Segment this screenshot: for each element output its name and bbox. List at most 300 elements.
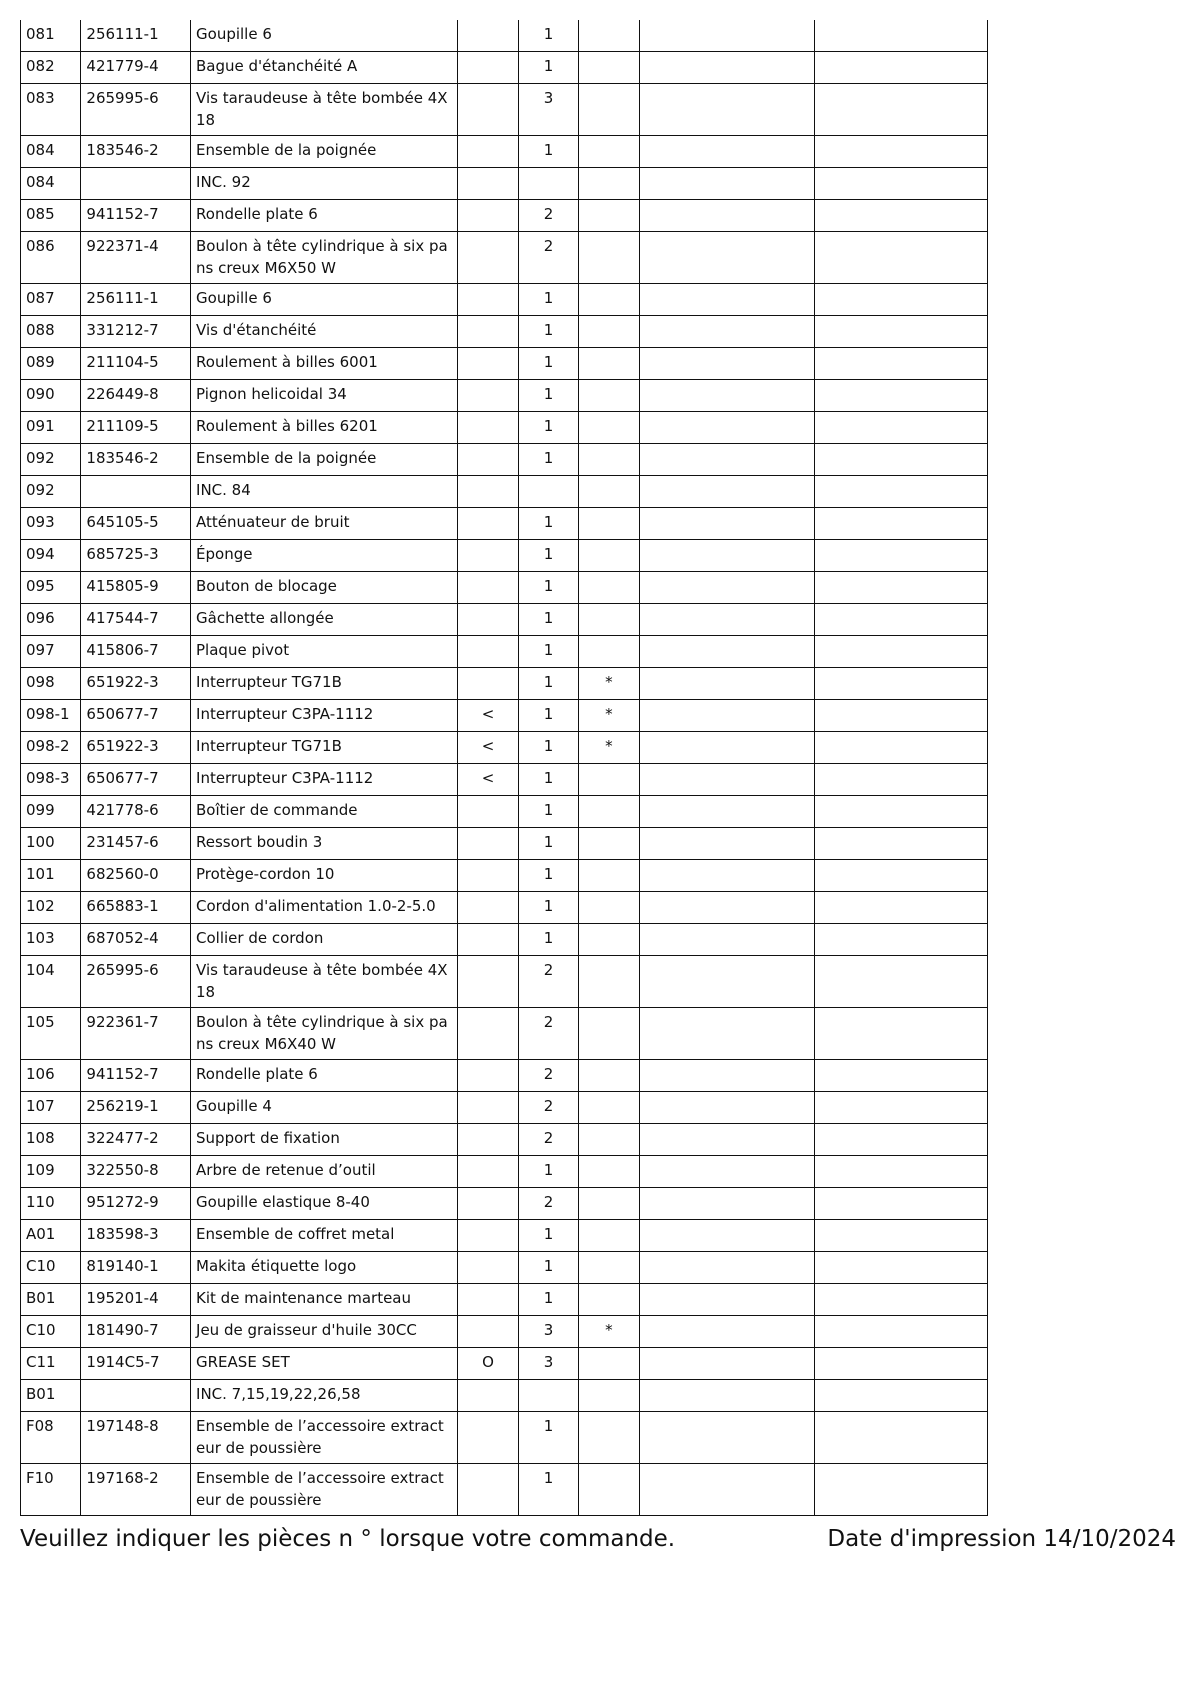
item-number-cell: 098-3 [21, 764, 81, 796]
table-row [21, 1092, 988, 1124]
empty-cell [639, 1380, 814, 1412]
note-cell [579, 636, 639, 668]
item-number-cell: 101 [21, 860, 81, 892]
empty-cell [814, 796, 987, 828]
note-cell [579, 284, 639, 316]
description-cell: Vis taraudeuse à tête bombée 4X 18 [191, 956, 458, 1008]
marker-cell [458, 316, 518, 348]
marker-cell [458, 1092, 518, 1124]
table-row [21, 860, 988, 892]
description-cell: Ensemble de l’accessoire extract eur de poussière [191, 1464, 458, 1516]
quantity-cell: 1 [518, 284, 578, 316]
note-cell [579, 1060, 639, 1092]
note-cell [579, 412, 639, 444]
note-cell [579, 1092, 639, 1124]
note-cell: * [579, 1316, 639, 1348]
marker-cell: < [458, 732, 518, 764]
note-cell [579, 380, 639, 412]
note-cell: * [579, 700, 639, 732]
note-cell [579, 956, 639, 1008]
item-number-cell: 085 [21, 200, 81, 232]
table-row [21, 136, 988, 168]
empty-cell [814, 1156, 987, 1188]
part-reference-cell: 265995-6 [81, 956, 191, 1008]
item-number-cell: 084 [21, 168, 81, 200]
note-cell [579, 860, 639, 892]
quantity-cell: 1 [518, 52, 578, 84]
empty-cell [639, 476, 814, 508]
table-row [21, 1252, 988, 1284]
part-reference-cell: 417544-7 [81, 604, 191, 636]
note-cell [579, 1464, 639, 1516]
empty-cell [814, 828, 987, 860]
description-cell: Roulement à billes 6201 [191, 412, 458, 444]
quantity-cell: 3 [518, 1316, 578, 1348]
table-row [21, 668, 988, 700]
marker-cell [458, 796, 518, 828]
empty-cell [639, 1156, 814, 1188]
table-row [21, 412, 988, 444]
item-number-cell: 100 [21, 828, 81, 860]
item-number-cell: 099 [21, 796, 81, 828]
empty-cell [639, 348, 814, 380]
part-reference-cell: 415806-7 [81, 636, 191, 668]
quantity-cell: 1 [518, 508, 578, 540]
table-row [21, 476, 988, 508]
empty-cell [814, 200, 987, 232]
description-cell: Ressort boudin 3 [191, 828, 458, 860]
item-number-cell: 098-2 [21, 732, 81, 764]
marker-cell [458, 168, 518, 200]
description-cell: Pignon helicoidal 34 [191, 380, 458, 412]
note-cell [579, 1188, 639, 1220]
quantity-cell: 1 [518, 1412, 578, 1464]
part-reference-cell: 941152-7 [81, 200, 191, 232]
quantity-cell: 1 [518, 764, 578, 796]
marker-cell [458, 1008, 518, 1060]
description-cell: Boulon à tête cylindrique à six pa ns creux M6X40 W [191, 1008, 458, 1060]
empty-cell [639, 540, 814, 572]
empty-cell [639, 1060, 814, 1092]
empty-cell [639, 232, 814, 284]
empty-cell [814, 476, 987, 508]
empty-cell [639, 284, 814, 316]
description-cell: Roulement à billes 6001 [191, 348, 458, 380]
note-cell [579, 476, 639, 508]
empty-cell [814, 1316, 987, 1348]
part-reference-cell: 687052-4 [81, 924, 191, 956]
note-cell [579, 444, 639, 476]
empty-cell [639, 1348, 814, 1380]
empty-cell [639, 20, 814, 52]
marker-cell [458, 412, 518, 444]
table-row [21, 1188, 988, 1220]
description-cell: Boîtier de commande [191, 796, 458, 828]
part-reference-cell: 651922-3 [81, 732, 191, 764]
quantity-cell: 1 [518, 636, 578, 668]
note-cell [579, 1380, 639, 1412]
table-row [21, 1060, 988, 1092]
empty-cell [814, 508, 987, 540]
empty-cell [814, 668, 987, 700]
note-cell [579, 168, 639, 200]
part-reference-cell: 183598-3 [81, 1220, 191, 1252]
table-row [21, 1412, 988, 1464]
part-reference-cell: 951272-9 [81, 1188, 191, 1220]
part-reference-cell [81, 476, 191, 508]
item-number-cell: C11 [21, 1348, 81, 1380]
empty-cell [814, 956, 987, 1008]
item-number-cell: 098 [21, 668, 81, 700]
empty-cell [814, 1092, 987, 1124]
quantity-cell: 2 [518, 200, 578, 232]
order-instruction: Veuillez indiquer les pièces n ° lorsque votre commande. [20, 1526, 676, 1552]
note-cell [579, 1008, 639, 1060]
empty-cell [639, 1092, 814, 1124]
marker-cell [458, 1060, 518, 1092]
item-number-cell: 090 [21, 380, 81, 412]
part-reference-cell: 415805-9 [81, 572, 191, 604]
marker-cell [458, 1380, 518, 1412]
marker-cell [458, 604, 518, 636]
empty-cell [639, 136, 814, 168]
quantity-cell: 2 [518, 1188, 578, 1220]
table-row [21, 892, 988, 924]
note-cell [579, 604, 639, 636]
note-cell: * [579, 668, 639, 700]
empty-cell [639, 572, 814, 604]
part-reference-cell: 265995-6 [81, 84, 191, 136]
marker-cell [458, 348, 518, 380]
part-reference-cell: 331212-7 [81, 316, 191, 348]
quantity-cell: 1 [518, 316, 578, 348]
quantity-cell: 1 [518, 412, 578, 444]
part-reference-cell: 226449-8 [81, 380, 191, 412]
description-cell: Ensemble de coffret metal [191, 1220, 458, 1252]
table-row [21, 1464, 988, 1516]
item-number-cell: C10 [21, 1316, 81, 1348]
part-reference-cell: 819140-1 [81, 1252, 191, 1284]
table-row [21, 732, 988, 764]
quantity-cell: 1 [518, 572, 578, 604]
note-cell [579, 764, 639, 796]
description-cell: Protège-cordon 10 [191, 860, 458, 892]
part-reference-cell: 665883-1 [81, 892, 191, 924]
parts-table-body [21, 20, 988, 1516]
marker-cell [458, 52, 518, 84]
part-reference-cell: 197168-2 [81, 1464, 191, 1516]
marker-cell: < [458, 700, 518, 732]
marker-cell [458, 860, 518, 892]
item-number-cell: C10 [21, 1252, 81, 1284]
part-reference-cell: 922361-7 [81, 1008, 191, 1060]
item-number-cell: B01 [21, 1284, 81, 1316]
empty-cell [639, 508, 814, 540]
empty-cell [814, 348, 987, 380]
marker-cell [458, 1188, 518, 1220]
marker-cell [458, 924, 518, 956]
note-cell [579, 1156, 639, 1188]
note-cell [579, 1284, 639, 1316]
empty-cell [814, 1060, 987, 1092]
quantity-cell: 1 [518, 700, 578, 732]
part-reference-cell [81, 1380, 191, 1412]
description-cell: Interrupteur TG71B [191, 668, 458, 700]
empty-cell [814, 284, 987, 316]
table-row [21, 444, 988, 476]
item-number-cell: 081 [21, 20, 81, 52]
empty-cell [639, 168, 814, 200]
item-number-cell: 092 [21, 476, 81, 508]
part-reference-cell: 197148-8 [81, 1412, 191, 1464]
table-row [21, 1220, 988, 1252]
empty-cell [639, 668, 814, 700]
quantity-cell: 1 [518, 380, 578, 412]
empty-cell [639, 732, 814, 764]
marker-cell [458, 84, 518, 136]
table-row [21, 636, 988, 668]
part-reference-cell: 183546-2 [81, 444, 191, 476]
description-cell: Vis taraudeuse à tête bombée 4X 18 [191, 84, 458, 136]
quantity-cell: 1 [518, 604, 578, 636]
quantity-cell: 1 [518, 860, 578, 892]
part-reference-cell: 231457-6 [81, 828, 191, 860]
item-number-cell: 089 [21, 348, 81, 380]
part-reference-cell: 256219-1 [81, 1092, 191, 1124]
note-cell [579, 828, 639, 860]
part-reference-cell: 211109-5 [81, 412, 191, 444]
description-cell: GREASE SET [191, 1348, 458, 1380]
quantity-cell: 1 [518, 348, 578, 380]
empty-cell [814, 764, 987, 796]
quantity-cell: 1 [518, 796, 578, 828]
part-reference-cell: 256111-1 [81, 20, 191, 52]
part-reference-cell: 181490-7 [81, 1316, 191, 1348]
description-cell: Gâchette allongée [191, 604, 458, 636]
empty-cell [814, 52, 987, 84]
part-reference-cell: 650677-7 [81, 700, 191, 732]
item-number-cell: F10 [21, 1464, 81, 1516]
empty-cell [814, 636, 987, 668]
note-cell [579, 540, 639, 572]
marker-cell [458, 572, 518, 604]
quantity-cell: 2 [518, 956, 578, 1008]
description-cell: Bouton de blocage [191, 572, 458, 604]
part-reference-cell: 421778-6 [81, 796, 191, 828]
item-number-cell: 092 [21, 444, 81, 476]
table-row [21, 1348, 988, 1380]
marker-cell [458, 1220, 518, 1252]
part-reference-cell: 256111-1 [81, 284, 191, 316]
table-row [21, 168, 988, 200]
empty-cell [814, 84, 987, 136]
part-reference-cell: 682560-0 [81, 860, 191, 892]
quantity-cell: 1 [518, 1156, 578, 1188]
note-cell [579, 1220, 639, 1252]
empty-cell [639, 52, 814, 84]
note-cell [579, 52, 639, 84]
part-reference-cell: 195201-4 [81, 1284, 191, 1316]
marker-cell [458, 476, 518, 508]
item-number-cell: A01 [21, 1220, 81, 1252]
empty-cell [639, 380, 814, 412]
description-cell: INC. 84 [191, 476, 458, 508]
part-reference-cell [81, 168, 191, 200]
quantity-cell: 2 [518, 1060, 578, 1092]
empty-cell [814, 444, 987, 476]
table-row [21, 540, 988, 572]
quantity-cell: 3 [518, 1348, 578, 1380]
note-cell [579, 924, 639, 956]
empty-cell [639, 1008, 814, 1060]
description-cell: Plaque pivot [191, 636, 458, 668]
empty-cell [639, 1412, 814, 1464]
note-cell [579, 1348, 639, 1380]
marker-cell [458, 508, 518, 540]
item-number-cell: 104 [21, 956, 81, 1008]
note-cell [579, 316, 639, 348]
note-cell [579, 572, 639, 604]
empty-cell [639, 1284, 814, 1316]
item-number-cell: F08 [21, 1412, 81, 1464]
item-number-cell: 097 [21, 636, 81, 668]
item-number-cell: 086 [21, 232, 81, 284]
item-number-cell: 093 [21, 508, 81, 540]
description-cell: Interrupteur TG71B [191, 732, 458, 764]
description-cell: Arbre de retenue d’outil [191, 1156, 458, 1188]
part-reference-cell: 685725-3 [81, 540, 191, 572]
description-cell: Collier de cordon [191, 924, 458, 956]
quantity-cell: 2 [518, 1124, 578, 1156]
table-row [21, 956, 988, 1008]
table-row [21, 700, 988, 732]
marker-cell [458, 1124, 518, 1156]
empty-cell [814, 20, 987, 52]
description-cell: Kit de maintenance marteau [191, 1284, 458, 1316]
table-row [21, 572, 988, 604]
description-cell: Goupille 6 [191, 20, 458, 52]
quantity-cell: 1 [518, 444, 578, 476]
table-row [21, 924, 988, 956]
table-row [21, 1008, 988, 1060]
empty-cell [814, 1380, 987, 1412]
empty-cell [814, 1252, 987, 1284]
quantity-cell [518, 1380, 578, 1412]
note-cell [579, 20, 639, 52]
empty-cell [814, 1284, 987, 1316]
note-cell [579, 84, 639, 136]
marker-cell: < [458, 764, 518, 796]
empty-cell [639, 892, 814, 924]
empty-cell [814, 168, 987, 200]
empty-cell [639, 444, 814, 476]
description-cell: Ensemble de la poignée [191, 444, 458, 476]
quantity-cell: 1 [518, 828, 578, 860]
marker-cell [458, 232, 518, 284]
empty-cell [639, 1316, 814, 1348]
table-row [21, 1380, 988, 1412]
item-number-cell: 110 [21, 1188, 81, 1220]
marker-cell [458, 444, 518, 476]
note-cell: * [579, 732, 639, 764]
item-number-cell: 098-1 [21, 700, 81, 732]
parts-table [20, 20, 988, 1516]
description-cell: Boulon à tête cylindrique à six pa ns creux M6X50 W [191, 232, 458, 284]
table-row [21, 796, 988, 828]
empty-cell [639, 764, 814, 796]
empty-cell [814, 316, 987, 348]
description-cell: Rondelle plate 6 [191, 200, 458, 232]
empty-cell [814, 572, 987, 604]
item-number-cell: 108 [21, 1124, 81, 1156]
table-row [21, 1156, 988, 1188]
marker-cell [458, 1284, 518, 1316]
note-cell [579, 508, 639, 540]
item-number-cell: 082 [21, 52, 81, 84]
part-reference-cell: 322477-2 [81, 1124, 191, 1156]
empty-cell [639, 828, 814, 860]
marker-cell [458, 1156, 518, 1188]
part-reference-cell: 183546-2 [81, 136, 191, 168]
item-number-cell: B01 [21, 1380, 81, 1412]
description-cell: Atténuateur de bruit [191, 508, 458, 540]
item-number-cell: 087 [21, 284, 81, 316]
table-row [21, 200, 988, 232]
table-row [21, 1124, 988, 1156]
empty-cell [639, 924, 814, 956]
marker-cell [458, 540, 518, 572]
empty-cell [639, 604, 814, 636]
empty-cell [814, 1464, 987, 1516]
part-reference-cell: 922371-4 [81, 232, 191, 284]
empty-cell [639, 860, 814, 892]
table-row [21, 828, 988, 860]
marker-cell [458, 284, 518, 316]
item-number-cell: 083 [21, 84, 81, 136]
empty-cell [814, 700, 987, 732]
quantity-cell: 1 [518, 924, 578, 956]
quantity-cell: 1 [518, 732, 578, 764]
empty-cell [639, 1124, 814, 1156]
quantity-cell [518, 168, 578, 200]
table-row [21, 508, 988, 540]
description-cell: Vis d'étanchéité [191, 316, 458, 348]
table-row [21, 1316, 988, 1348]
note-cell [579, 136, 639, 168]
empty-cell [639, 200, 814, 232]
empty-cell [639, 796, 814, 828]
item-number-cell: 091 [21, 412, 81, 444]
empty-cell [814, 732, 987, 764]
print-date: Date d'impression 14/10/2024 [827, 1526, 1176, 1552]
item-number-cell: 107 [21, 1092, 81, 1124]
description-cell: Rondelle plate 6 [191, 1060, 458, 1092]
part-reference-cell: 645105-5 [81, 508, 191, 540]
table-row [21, 284, 988, 316]
part-reference-cell: 322550-8 [81, 1156, 191, 1188]
empty-cell [639, 1188, 814, 1220]
empty-cell [814, 1008, 987, 1060]
marker-cell [458, 1464, 518, 1516]
part-reference-cell: 211104-5 [81, 348, 191, 380]
item-number-cell: 084 [21, 136, 81, 168]
table-row [21, 232, 988, 284]
marker-cell [458, 200, 518, 232]
note-cell [579, 1124, 639, 1156]
marker-cell [458, 380, 518, 412]
quantity-cell: 3 [518, 84, 578, 136]
description-cell: Cordon d'alimentation 1.0-2-5.0 [191, 892, 458, 924]
